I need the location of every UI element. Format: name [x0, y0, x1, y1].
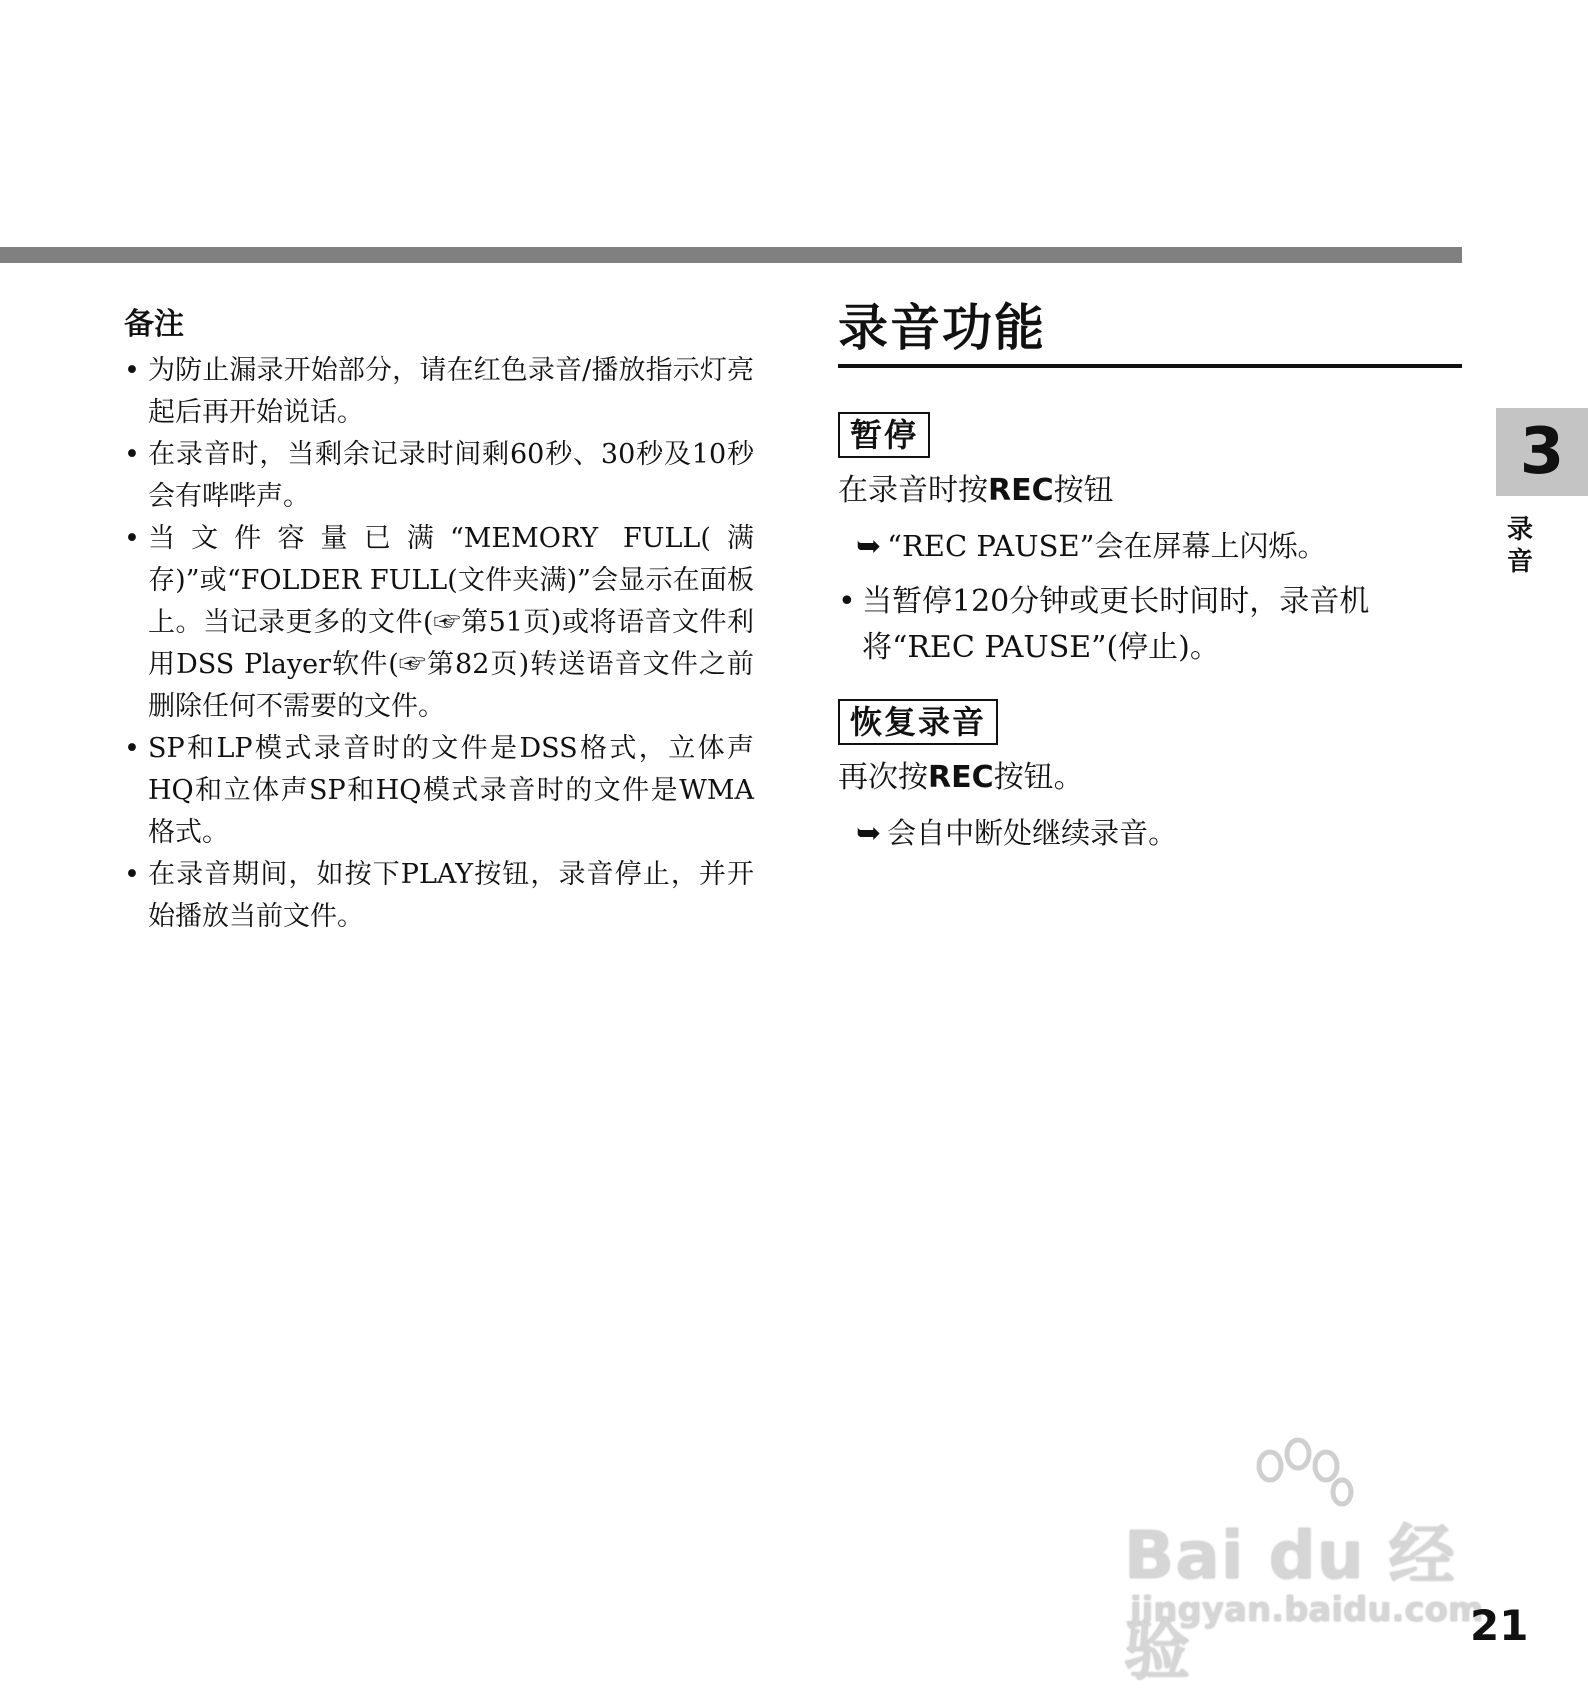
note-item [124, 434, 754, 518]
watermark-brand: Bai du 经验 [1124, 1517, 1456, 1689]
bullet-icon: • [124, 439, 140, 470]
pause-result [838, 524, 1462, 569]
pause-heading: 暂停 [838, 412, 930, 458]
note-text: 在录音时，当剩余记录时间剩60秒、30秒及10秒会有哔哔声。 [148, 439, 754, 512]
watermark-url: jingyan.baidu.com [1130, 1590, 1484, 1630]
resume-step [838, 755, 1462, 801]
header-rule [0, 247, 1462, 263]
resume-result-text: 会自中断处继续录音。 [887, 816, 1178, 850]
page-number: 21 [1470, 1601, 1529, 1650]
resume-heading: 恢复录音 [838, 699, 998, 745]
bullet-icon: • [124, 733, 140, 764]
notes-title: 备注 [124, 307, 184, 342]
note-item [124, 518, 754, 728]
resume-result [838, 811, 1462, 856]
pause-step [838, 468, 1462, 514]
rec-key-label: REC [928, 760, 994, 795]
bullet-icon: • [124, 355, 140, 386]
note-item [124, 728, 754, 854]
pause-step-prefix: 在录音时按 [838, 473, 988, 508]
note-text: 为防止漏录开始部分，请在红色录音/播放指示灯亮起后再开始说话。 [148, 355, 754, 428]
result-arrow-icon: ➥ [856, 529, 882, 564]
rec-key-label: REC [988, 473, 1054, 508]
note-text: 当文件容量已满“MEMORY FULL(满存)”或“FOLDER FULL(文件夹满)”会显示在面板上。当记录更多的文件(☞第51页)或将语音文件利用DSS Player软件(☞第82页)转送语音文件之前删除任何不需要的文件。 [148, 523, 754, 722]
note-item [124, 350, 754, 434]
pause-note-text: 当暂停120分钟或更长时间时，录音机将“REC PAUSE”(停止)。 [862, 584, 1370, 665]
bullet-icon: • [124, 523, 140, 554]
note-text: 在录音期间，如按下PLAY按钮，录音停止，并开始播放当前文件。 [148, 859, 754, 932]
recording-functions-section [838, 296, 1462, 856]
note-item [124, 854, 754, 938]
chapter-number-tab: 3 [1496, 408, 1588, 496]
section-title: 录音功能 [838, 296, 1462, 368]
pause-result-text: “REC PAUSE”会在屏幕上闪烁。 [887, 529, 1327, 563]
note-text: SP和LP模式录音时的文件是DSS格式，立体声HQ和立体声SP和HQ模式录音时的文件是WMA格式。 [148, 733, 754, 848]
notes-block [124, 302, 754, 938]
resume-step-suffix: 按钮。 [993, 760, 1084, 795]
bullet-icon: • [124, 859, 140, 890]
pause-step-suffix: 按钮 [1053, 473, 1114, 508]
pause-note [838, 579, 1462, 671]
bullet-icon: • [838, 584, 856, 619]
resume-step-prefix: 再次按 [838, 760, 928, 795]
chapter-label: 录音 [1506, 515, 1533, 577]
result-arrow-icon: ➥ [856, 816, 882, 851]
